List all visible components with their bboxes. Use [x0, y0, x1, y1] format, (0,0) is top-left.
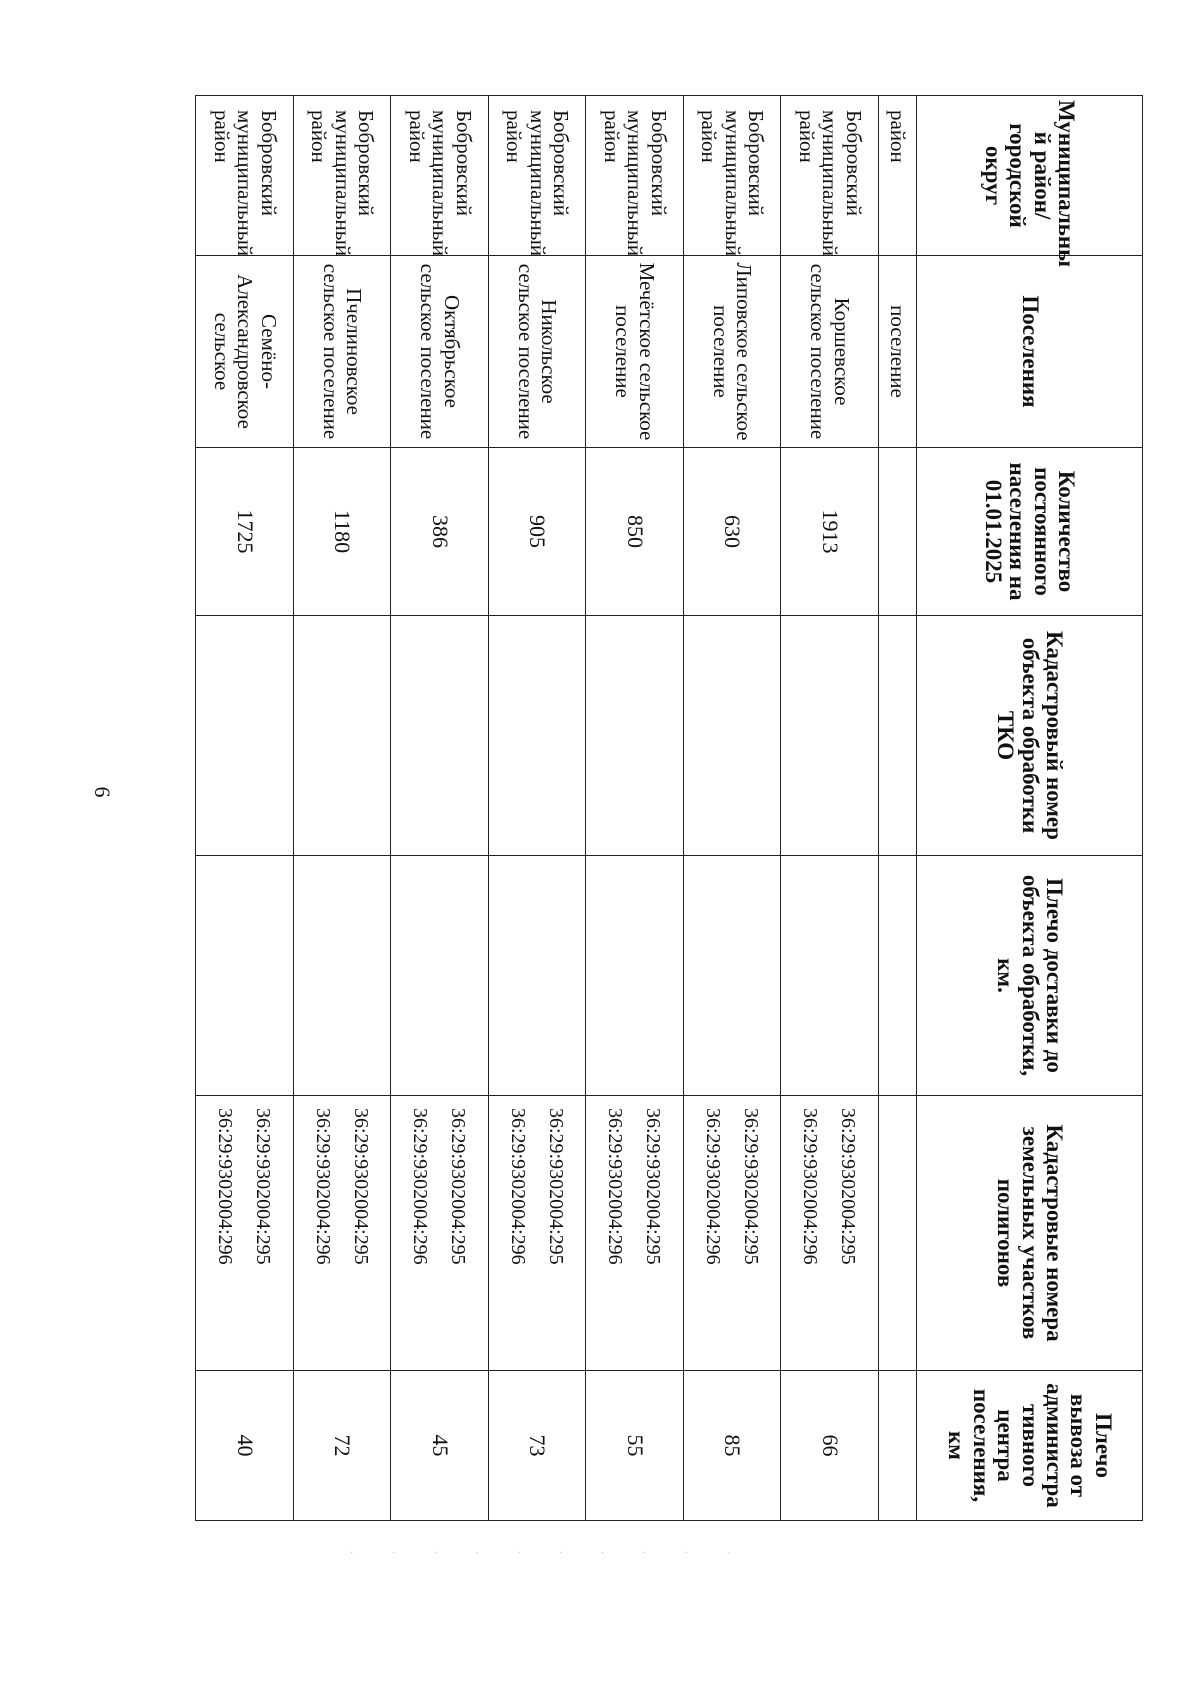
population-cell [878, 448, 916, 616]
table-row [391, 96, 489, 1521]
export-distance-cell: 45 [391, 1371, 489, 1521]
settlement-cell: Октябрьское сельское поселение [391, 256, 489, 448]
table-row [781, 96, 879, 1521]
district-cell: Бобровский муниципальный район [196, 96, 294, 256]
export-distance-cell: 72 [293, 1371, 391, 1521]
export-distance-cell: 73 [488, 1371, 586, 1521]
table-row [196, 96, 294, 1521]
cadastral-number: 36:29:9302004:296 [799, 1108, 822, 1265]
cadastral-number: 36:29:9302004:295 [349, 1108, 372, 1265]
settlement-cell: Коршевское сельское поселение [781, 256, 879, 448]
cadastral-land-cell [586, 1096, 684, 1371]
cadastral-processing-cell [196, 616, 294, 856]
cadastral-number: 36:29:9302004:296 [604, 1108, 627, 1265]
export-distance-cell: 85 [683, 1371, 781, 1521]
population-cell: 630 [683, 448, 781, 616]
cadastral-number: 36:29:9302004:296 [506, 1108, 529, 1265]
population-cell: 1725 [196, 448, 294, 616]
delivery-distance-cell [683, 856, 781, 1096]
population-cell: 905 [488, 448, 586, 616]
table-row [683, 96, 781, 1521]
export-distance-cell [878, 1371, 916, 1521]
population-cell: 386 [391, 448, 489, 616]
settlement-cell: Липовское сельское поселение [683, 256, 781, 448]
population-cell: 850 [586, 448, 684, 616]
header-population: Количество постоянного населения на 01.01.2025 [916, 448, 1142, 616]
page-number: 6 [90, 786, 115, 798]
header-delivery-distance: Плечо доставки до объекта обработки, км. [916, 856, 1142, 1096]
cadastral-number: 36:29:9302004:295 [642, 1108, 665, 1265]
cadastral-land-cell [391, 1096, 489, 1371]
cadastral-number: 36:29:9302004:296 [214, 1108, 237, 1265]
cadastral-number: 36:29:9302004:295 [447, 1108, 470, 1265]
cadastral-land-cell [878, 1096, 916, 1371]
cadastral-processing-cell [293, 616, 391, 856]
header-cadastral-land: Кадастровые номера земельных участков полигонов [916, 1096, 1142, 1371]
header-row [916, 96, 1142, 1521]
cadastral-processing-cell [683, 616, 781, 856]
table-wrapper [195, 95, 1143, 1520]
delivery-distance-cell [196, 856, 294, 1096]
district-cell: Бобровский муниципальный район [781, 96, 879, 256]
export-distance-cell: 40 [196, 1371, 294, 1521]
header-export-distance: Плечо вывоза от администра тивного центра поселения, км [916, 1371, 1142, 1521]
header-cadastral-processing: Кадастровый номер объекта обработки ТКО [916, 616, 1142, 856]
district-cell: Бобровский муниципальный район [293, 96, 391, 256]
cadastral-land-cell [293, 1096, 391, 1371]
cadastral-land-cell [488, 1096, 586, 1371]
district-cell: Бобровский муниципальный район [488, 96, 586, 256]
district-cell: район [878, 96, 916, 256]
continuation-row [878, 96, 916, 1521]
table-row [293, 96, 391, 1521]
cadastral-number: 36:29:9302004:296 [701, 1108, 724, 1265]
export-distance-cell: 66 [781, 1371, 879, 1521]
table-row [586, 96, 684, 1521]
population-cell: 1180 [293, 448, 391, 616]
settlement-cell: Пчелиновское сельское поселение [293, 256, 391, 448]
cadastral-processing-cell [488, 616, 586, 856]
cadastral-land-cell [683, 1096, 781, 1371]
cadastral-processing-cell [586, 616, 684, 856]
cadastral-number: 36:29:9302004:295 [739, 1108, 762, 1265]
delivery-distance-cell [586, 856, 684, 1096]
settlement-cell: Никольское сельское поселение [488, 256, 586, 448]
delivery-distance-cell [293, 856, 391, 1096]
scan-noise: · · · · · · · · · · [350, 1548, 748, 1559]
cadastral-land-cell [781, 1096, 879, 1371]
cadastral-processing-cell [781, 616, 879, 856]
cadastral-processing-cell [391, 616, 489, 856]
data-table [195, 95, 1143, 1521]
delivery-distance-cell [391, 856, 489, 1096]
header-settlement: Поселения [916, 256, 1142, 448]
table-row [488, 96, 586, 1521]
table-body [196, 96, 1143, 1521]
delivery-distance-cell [781, 856, 879, 1096]
cadastral-number: 36:29:9302004:295 [544, 1108, 567, 1265]
cadastral-number: 36:29:9302004:295 [252, 1108, 275, 1265]
export-distance-cell: 55 [586, 1371, 684, 1521]
cadastral-number: 36:29:9302004:296 [409, 1108, 432, 1265]
district-cell: Бобровский муниципальный район [391, 96, 489, 256]
cadastral-processing-cell [878, 616, 916, 856]
settlement-cell: Мечётское сельское поселение [586, 256, 684, 448]
header-district: Муниципальны й район/ городской округ [916, 96, 1142, 256]
delivery-distance-cell [878, 856, 916, 1096]
settlement-cell: Семёно- Александровское сельское [196, 256, 294, 448]
settlement-cell: поселение [878, 256, 916, 448]
cadastral-number: 36:29:9302004:296 [311, 1108, 334, 1265]
population-cell: 1913 [781, 448, 879, 616]
cadastral-land-cell [196, 1096, 294, 1371]
delivery-distance-cell [488, 856, 586, 1096]
district-cell: Бобровский муниципальный район [586, 96, 684, 256]
district-cell: Бобровский муниципальный район [683, 96, 781, 256]
cadastral-number: 36:29:9302004:295 [837, 1108, 860, 1265]
